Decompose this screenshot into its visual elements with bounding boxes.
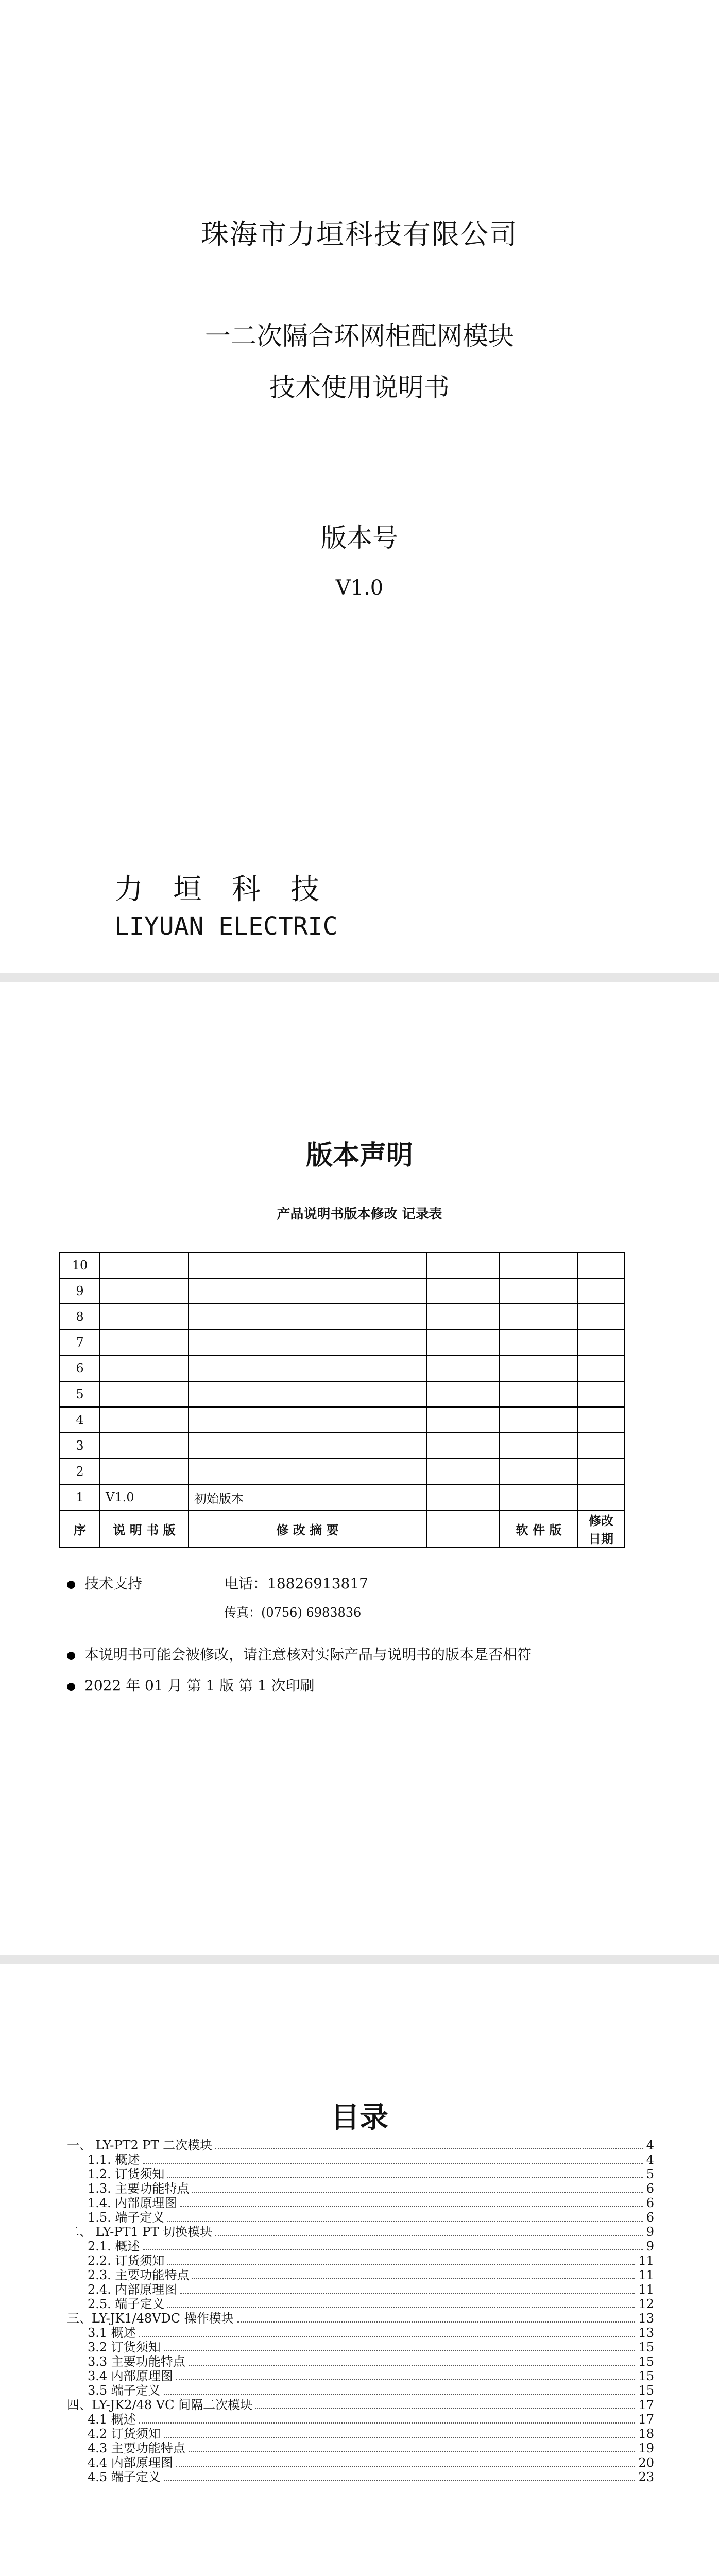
row-number: 9 [60, 1278, 100, 1304]
col-seq: 序 [60, 1510, 100, 1547]
brand-chinese: 力垣科技 [114, 873, 349, 906]
row-number: 4 [60, 1407, 100, 1433]
revision-row [60, 1330, 624, 1355]
col-blank [426, 1510, 500, 1547]
revision-cell [100, 1407, 189, 1433]
revision-cell [100, 1304, 189, 1330]
toc-leader [237, 2321, 636, 2323]
revision-cell [500, 1355, 578, 1381]
revision-row [60, 1304, 624, 1330]
toc-entry-title: 2.4. 内部原理图 [88, 2282, 177, 2297]
revision-cell [578, 1355, 624, 1381]
revision-cell [426, 1355, 500, 1381]
toc-leader [180, 2293, 635, 2294]
toc-entry-title: 1.5. 端子定义 [88, 2210, 165, 2225]
toc-entry-title: 4.2 订货须知 [88, 2427, 161, 2441]
revision-cell [426, 1381, 500, 1407]
toc-entry-title: 1.3. 主要功能特点 [88, 2181, 190, 2196]
row-number: 5 [60, 1381, 100, 1407]
revision-cell [100, 1355, 189, 1381]
toc-entry-page: 15 [638, 2369, 654, 2383]
revision-header-row [60, 1510, 624, 1547]
revision-cell [578, 1484, 624, 1510]
toc-entry-title: 2.2. 订货须知 [88, 2253, 165, 2268]
toc-leader [143, 2163, 643, 2164]
row-number: 6 [60, 1355, 100, 1381]
revision-cell [578, 1381, 624, 1407]
revision-table [59, 1252, 625, 1548]
phone-number: 18826913817 [267, 1575, 368, 1592]
revision-cell [426, 1433, 500, 1459]
bullet-icon [67, 1581, 75, 1589]
revision-cell [500, 1407, 578, 1433]
toc-entry-page: 11 [638, 2253, 654, 2268]
revision-cell [189, 1355, 426, 1381]
toc-entry-page: 9 [646, 2239, 654, 2253]
toc-entry-page: 12 [638, 2297, 654, 2311]
revision-cell [578, 1407, 624, 1433]
toc-entry[interactable] [67, 2398, 654, 2412]
revision-cell [578, 1252, 624, 1278]
row-number: 3 [60, 1433, 100, 1459]
toc-leader [167, 2221, 643, 2222]
toc-entry-title: 3.4 内部原理图 [88, 2369, 173, 2383]
toc-entry[interactable] [67, 2311, 654, 2326]
col-date: 修改日期 [578, 1510, 624, 1547]
toc-entry[interactable] [67, 2340, 654, 2354]
version-label: 版本号 [321, 523, 398, 553]
revision-row [60, 1252, 624, 1278]
toc-entry-page: 6 [646, 2196, 654, 2210]
version-note: 本说明书可能会被修改，请注意核对实际产品与说明书的版本是否相符 [67, 1643, 532, 1664]
toc-leader [164, 2437, 636, 2438]
revision-cell [500, 1278, 578, 1304]
toc-entry-title: 四、LY-JK2/48 VC 间隔二次模块 [67, 2398, 253, 2412]
revision-cell [426, 1252, 500, 1278]
row-number: 2 [60, 1459, 100, 1484]
company-name: 珠海市力垣科技有限公司 [201, 218, 518, 250]
revision-cell [426, 1304, 500, 1330]
row-number: 8 [60, 1304, 100, 1330]
revision-cell [578, 1433, 624, 1459]
revision-row [60, 1433, 624, 1459]
revision-cell [500, 1304, 578, 1330]
toc-entry-page: 11 [638, 2268, 654, 2282]
revision-cell [500, 1252, 578, 1278]
toc-entry-title: 1.4. 内部原理图 [88, 2196, 177, 2210]
toc-entry[interactable] [67, 2326, 654, 2340]
toc-entry-page: 13 [638, 2326, 654, 2340]
toc-leader [215, 2148, 643, 2149]
page-separator [0, 1955, 719, 1964]
toc-entry-page: 4 [646, 2153, 654, 2167]
toc-entry-title: 三、LY-JK1/48VDC 操作模块 [67, 2311, 234, 2326]
toc-entry-page: 18 [638, 2427, 654, 2441]
toc-entry-title: 2.1. 概述 [88, 2239, 140, 2253]
toc-entry[interactable] [67, 2383, 654, 2398]
support-label: 技术支持 [84, 1575, 143, 1592]
toc-entry[interactable] [67, 2225, 654, 2239]
revision-cell [426, 1278, 500, 1304]
revision-row [60, 1407, 624, 1433]
toc-entry-page: 19 [638, 2441, 654, 2455]
revision-cell [189, 1381, 426, 1407]
toc-entry[interactable] [67, 2167, 654, 2181]
revision-row [60, 1355, 624, 1381]
toc-entry-title: 3.5 端子定义 [88, 2383, 161, 2398]
revision-cell [426, 1459, 500, 1484]
bullet-icon [67, 1652, 75, 1660]
toc-entry-title: 1.2. 订货须知 [88, 2167, 165, 2181]
toc-entry-page: 5 [646, 2167, 654, 2181]
toc-entry[interactable] [67, 2369, 654, 2383]
revision-row [60, 1459, 624, 1484]
revision-cell [189, 1407, 426, 1433]
toc-entry[interactable] [67, 2253, 654, 2268]
toc-entry[interactable] [67, 2354, 654, 2369]
toc-entry-page: 15 [638, 2340, 654, 2354]
revision-cell [100, 1330, 189, 1355]
toc-entry-title: 二、 LY-PT1 PT 切换模块 [67, 2225, 213, 2239]
revision-cell [189, 1330, 426, 1355]
row-number: 10 [60, 1252, 100, 1278]
revision-cell [100, 1278, 189, 1304]
version-number: V1.0 [335, 576, 384, 600]
toc-entry-title: 3.3 主要功能特点 [88, 2354, 185, 2369]
revision-cell [100, 1252, 189, 1278]
col-manual-ver: 说 明 书 版 [100, 1510, 189, 1547]
revision-cell [500, 1433, 578, 1459]
revision-cell [578, 1330, 624, 1355]
revision-title: 版本声明 [305, 1140, 413, 1171]
revision-cell [100, 1459, 189, 1484]
brand-english: LIYUAN ELECTRIC [114, 912, 338, 941]
toc-entry-title: 4.5 端子定义 [88, 2470, 161, 2484]
toc-entry-title: 2.3. 主要功能特点 [88, 2268, 190, 2282]
revision-cell [426, 1407, 500, 1433]
toc-entry-title: 1.1. 概述 [88, 2153, 140, 2167]
fax-label: 传真： [224, 1605, 261, 1620]
page-separator [0, 973, 719, 982]
row-number: 1 [60, 1484, 100, 1510]
toc-entry-page: 9 [646, 2225, 654, 2239]
revision-cell [189, 1304, 426, 1330]
revision-cell: V1.0 [100, 1484, 189, 1510]
revision-cell [500, 1484, 578, 1510]
toc-leader [164, 2394, 636, 2395]
toc-entry-title: 一、 LY-PT2 PT 二次模块 [67, 2138, 213, 2153]
toc-entry-page: 6 [646, 2181, 654, 2196]
toc-entry-title: 4.4 内部原理图 [88, 2455, 173, 2470]
toc-entry-page: 13 [638, 2311, 654, 2326]
toc-entry[interactable] [67, 2470, 654, 2484]
revision-cell [500, 1381, 578, 1407]
revision-cell [578, 1304, 624, 1330]
toc-leader [164, 2480, 636, 2481]
toc-entry[interactable] [67, 2239, 654, 2253]
phone-label: 电话： [224, 1575, 268, 1592]
toc-entry-title: 3.2 订货须知 [88, 2340, 161, 2354]
revision-row [60, 1484, 624, 1510]
toc-leader [180, 2206, 643, 2207]
toc-entry-page: 4 [646, 2138, 654, 2153]
toc-entry-page: 23 [638, 2470, 654, 2484]
revision-cell [189, 1278, 426, 1304]
doc-title-line2: 技术使用说明书 [269, 372, 450, 402]
toc-leader [167, 2307, 635, 2308]
toc-list [67, 2138, 654, 2484]
revision-row [60, 1381, 624, 1407]
fax-number: (0756) 6983836 [261, 1605, 362, 1620]
toc-leader [255, 2408, 635, 2409]
revision-cell [189, 1433, 426, 1459]
toc-entry-page: 17 [638, 2412, 654, 2427]
toc-entry-page: 6 [646, 2210, 654, 2225]
toc-leader [167, 2177, 643, 2178]
toc-leader [139, 2422, 636, 2424]
toc-leader [143, 2249, 643, 2250]
toc-entry[interactable] [67, 2181, 654, 2196]
revision-cell [500, 1459, 578, 1484]
toc-entry-title: 3.1 概述 [88, 2326, 136, 2340]
fax-row [224, 1602, 361, 1620]
toc-leader [189, 2451, 636, 2452]
revision-cell [578, 1278, 624, 1304]
toc-entry-page: 11 [638, 2282, 654, 2297]
doc-title-line1: 一二次隔合环网柜配网模块 [205, 321, 514, 351]
bullet-icon [67, 1683, 75, 1691]
toc-leader [215, 2235, 643, 2236]
toc-entry-title: 2.5. 端子定义 [88, 2297, 165, 2311]
toc-leader [176, 2466, 636, 2467]
toc-leader [192, 2278, 635, 2279]
revision-cell [426, 1484, 500, 1510]
toc-entry-page: 17 [638, 2398, 654, 2412]
revision-cell [100, 1381, 189, 1407]
toc-entry[interactable] [67, 2153, 654, 2167]
revision-cell [189, 1252, 426, 1278]
col-summary: 修 改 摘 要 [189, 1510, 426, 1547]
toc-entry[interactable] [67, 2412, 654, 2427]
row-number: 7 [60, 1330, 100, 1355]
toc-leader [189, 2365, 636, 2366]
toc-leader [192, 2192, 643, 2193]
toc-entry[interactable] [67, 2282, 654, 2297]
revision-cell [500, 1330, 578, 1355]
revision-cell [189, 1459, 426, 1484]
toc-leader [167, 2264, 635, 2265]
toc-entry[interactable] [67, 2455, 654, 2470]
revision-cell: 初始版本 [189, 1484, 426, 1510]
toc-entry[interactable] [67, 2297, 654, 2311]
toc-entry-title: 4.3 主要功能特点 [88, 2441, 185, 2455]
toc-leader [176, 2379, 636, 2380]
revision-cell [578, 1459, 624, 1484]
toc-entry[interactable] [67, 2441, 654, 2455]
support-row [67, 1572, 368, 1593]
revision-row [60, 1278, 624, 1304]
revision-cell [426, 1330, 500, 1355]
toc-entry-page: 15 [638, 2354, 654, 2369]
cover-page [0, 0, 719, 973]
revision-subtitle: 产品说明书版本修改 记录表 [277, 1207, 442, 1222]
toc-leader [139, 2336, 636, 2337]
toc-entry-page: 20 [638, 2455, 654, 2470]
toc-entry[interactable] [67, 2210, 654, 2225]
toc-entry[interactable] [67, 2138, 654, 2153]
revision-cell [100, 1433, 189, 1459]
toc-entry-title: 4.1 概述 [88, 2412, 136, 2427]
toc-entry[interactable] [67, 2196, 654, 2210]
print-note: 2022 年 01 月 第 1 版 第 1 次印刷 [67, 1674, 315, 1695]
toc-leader [164, 2350, 636, 2351]
toc-entry[interactable] [67, 2427, 654, 2441]
toc-entry-page: 15 [638, 2383, 654, 2398]
toc-title: 目录 [331, 2100, 388, 2134]
col-software-ver: 软 件 版 [500, 1510, 578, 1547]
toc-entry[interactable] [67, 2268, 654, 2282]
